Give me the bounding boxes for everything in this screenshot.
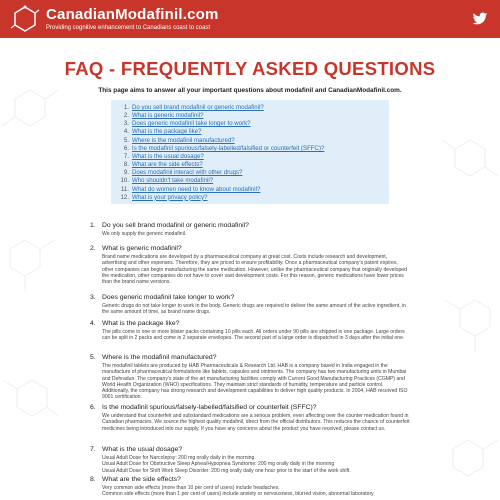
- toc-item-number: 10.: [120, 177, 129, 185]
- toc-item-number: 5.: [123, 136, 129, 144]
- toc-link[interactable]: What do women need to know about modafinil?: [132, 185, 261, 193]
- toc-item-number: 2.: [123, 112, 129, 120]
- faq-question-text: Is the modafinil spurious/falsely-labelled/falsified or counterfeit (SFFC)?: [102, 404, 317, 411]
- faq-question-number: 7.: [90, 446, 96, 453]
- faq-question: [90, 294, 410, 301]
- site-brand[interactable]: CanadianModafinil.com: [46, 6, 219, 23]
- toc-item-number: 12.: [120, 193, 129, 201]
- toc-item: [111, 128, 389, 136]
- page-title: FAQ - FREQUENTLY ASKED QUESTIONS: [64, 58, 436, 79]
- toc-link[interactable]: What is generic modafinil?: [132, 112, 204, 120]
- toc-link[interactable]: Does modafinil interact with other drugs?: [132, 169, 243, 177]
- faq-question-number: 4.: [90, 320, 96, 327]
- toc-item: [111, 194, 389, 202]
- toc-item-number: 3.: [123, 120, 129, 128]
- faq-entry: [90, 446, 410, 474]
- toc-item-number: 4.: [123, 128, 129, 136]
- toc-item: [111, 169, 389, 177]
- toc-item: [111, 104, 389, 112]
- faq-entry: [90, 404, 410, 432]
- faq-answer: The modafinil tablets are produced by HAB Pharmaceuticals & Research Ltd. HAB is a company based in India engaged in the manufacture of pharmaceutical formulations like tablets, capsules and ointments. The company has two manufacturing units in Mumbai and Dehradun. The company's state of the art manufacturing facilities comply with Current Good Manufacturing Practices (CGMP) and World Health Organization (WHO) specifications. They maintain strict standards of humidity, temperature and particle control. Additionally, the company has strong research and development capabilities to deliver high quality products. In 2004, HAB received ISO 9001 certification.: [102, 363, 408, 401]
- molecule-logo-icon: [10, 4, 40, 34]
- faq-entry: [90, 294, 410, 316]
- faq-question-text: Where is the modafinil manufactured?: [102, 354, 217, 361]
- toc-item: [111, 120, 389, 128]
- toc-item: [111, 145, 389, 153]
- faq-answer: We only supply the generic modafinil.: [102, 231, 187, 237]
- toc-item: [111, 177, 389, 185]
- faq-answer: Generic drugs do not take longer to work in the body. Generic drugs are required to deliver the same amount of the active ingredient, in the same amount of time, as brand name drugs.: [102, 303, 407, 316]
- faq-question-text: What is generic modafinil?: [102, 245, 182, 252]
- faq-answer: We understand that counterfeit and substandard medications are a serious problem, even affecting over the counter medication found in Canadian pharmacies. We source the highest quality modafinil, direct from the official distributors. This reduces the chance of counterfeit medicines being introduced into our supply. If you have any concerns about the product you have received, please contact us.: [102, 413, 410, 432]
- faq-entry: [90, 476, 410, 498]
- faq-answer: Usual Adult Dose for Narcolepsy: 200 mg orally daily in the morning. Usual Adult Dose for Obstructive Sleep Apnea/Hypopnea Syndrome: 200 mg orally daily in the morning Usual Adult Dose for Shift Work Sleep Disorder: 200 mg orally daily one hour prior to the start of the work shift.: [102, 455, 351, 474]
- faq-question-number: 2.: [90, 245, 96, 252]
- toc-item: [111, 186, 389, 194]
- faq-question: [90, 222, 410, 229]
- toc-link[interactable]: Does generic modafinil take longer to work?: [132, 120, 251, 128]
- toc-item: [111, 137, 389, 145]
- faq-question: [90, 245, 410, 252]
- toc-link[interactable]: What is the package like?: [132, 128, 202, 136]
- site-tagline: Providing cognitive enhancement to Canadians coast to coast: [46, 25, 211, 31]
- toc-item: [111, 112, 389, 120]
- toc-item-number: 9.: [123, 169, 129, 177]
- toc-link[interactable]: Where is the modafinil manufactured?: [132, 136, 235, 144]
- toc-link[interactable]: What are the side effects?: [132, 161, 203, 169]
- faq-question-text: Do you sell brand modafinil or generic modafinil?: [102, 222, 249, 229]
- toc-item-number: 7.: [123, 152, 129, 160]
- toc-item-number: 1.: [123, 104, 129, 111]
- faq-question-number: 6.: [90, 404, 96, 411]
- faq-question: [90, 404, 410, 411]
- faq-question-text: What are the side effects?: [102, 476, 181, 483]
- faq-question: [90, 476, 410, 483]
- toc-item: [111, 153, 389, 161]
- toc-link[interactable]: Who shouldn't take modafinil?: [132, 177, 214, 185]
- toc-item-number: 8.: [123, 161, 129, 169]
- site-header: [0, 0, 500, 38]
- molecule-background-left: [0, 60, 60, 500]
- faq-question-number: 8.: [90, 476, 96, 483]
- toc-link[interactable]: Do you sell brand modafinil or generic modafinil?: [132, 104, 264, 111]
- faq-question: [90, 320, 410, 327]
- faq-question-number: 3.: [90, 294, 96, 301]
- toc-link[interactable]: Is the modafinil spurious/falsely-labelled/falsified or counterfeit (SFFC)?: [132, 144, 325, 152]
- faq-question-text: What is the package like?: [102, 320, 180, 327]
- toc-item-number: 11.: [120, 185, 129, 193]
- toc-link[interactable]: What is the usual dosage?: [132, 152, 204, 160]
- toc-item: [111, 161, 389, 169]
- faq-question: [90, 354, 410, 361]
- faq-answer: Very common side effects (more than 10 per cent of users) include headaches. Common side effects (more than 1 per cent of users) include anxiety or nervousness, blurred vision, abnormal laboratory: [102, 485, 374, 498]
- faq-question: [90, 446, 410, 453]
- molecule-background-right: [440, 60, 500, 500]
- faq-entry: [90, 222, 410, 237]
- faq-question-number: 1.: [90, 222, 96, 229]
- toc-link[interactable]: What is your privacy policy?: [132, 193, 208, 201]
- toc-item-number: 6.: [123, 144, 129, 152]
- page-intro: This page aims to answer all your important questions about modafinil and CanadianModafinil.com.: [98, 87, 402, 94]
- twitter-icon[interactable]: [472, 11, 488, 27]
- faq-entry: [90, 320, 410, 342]
- faq-answer: Brand name medications are developed by a pharmaceutical company at great cost. Costs include research and development, advertising and other expenses. Therefore, they are priced to ensure profitability. Once a pharmaceutical company's patent expires, other companies can begin manufacturing the same medication. However, unlike the pharmaceutical company that originally developed the medication, other companies do not have to cover vast development costs. For this reason, generic medications have lower prices than the brand name versions.: [102, 254, 407, 286]
- faq-question-text: What is the usual dosage?: [102, 446, 183, 453]
- faq-answer: The pills come in one or more blister packs containing 10 pills each. All orders under 90 pills are shipped in one package. Large orders can be split in 2 packs and come in 2 separate envelopes. The second part of a large order is dispatched in 3 days after the initial one.: [102, 329, 405, 342]
- faq-table-of-contents: [111, 100, 389, 204]
- faq-entry: [90, 354, 410, 401]
- faq-entry: [90, 245, 410, 285]
- faq-question-text: Does generic modafinil take longer to work?: [102, 294, 235, 301]
- faq-question-number: 5.: [90, 354, 96, 361]
